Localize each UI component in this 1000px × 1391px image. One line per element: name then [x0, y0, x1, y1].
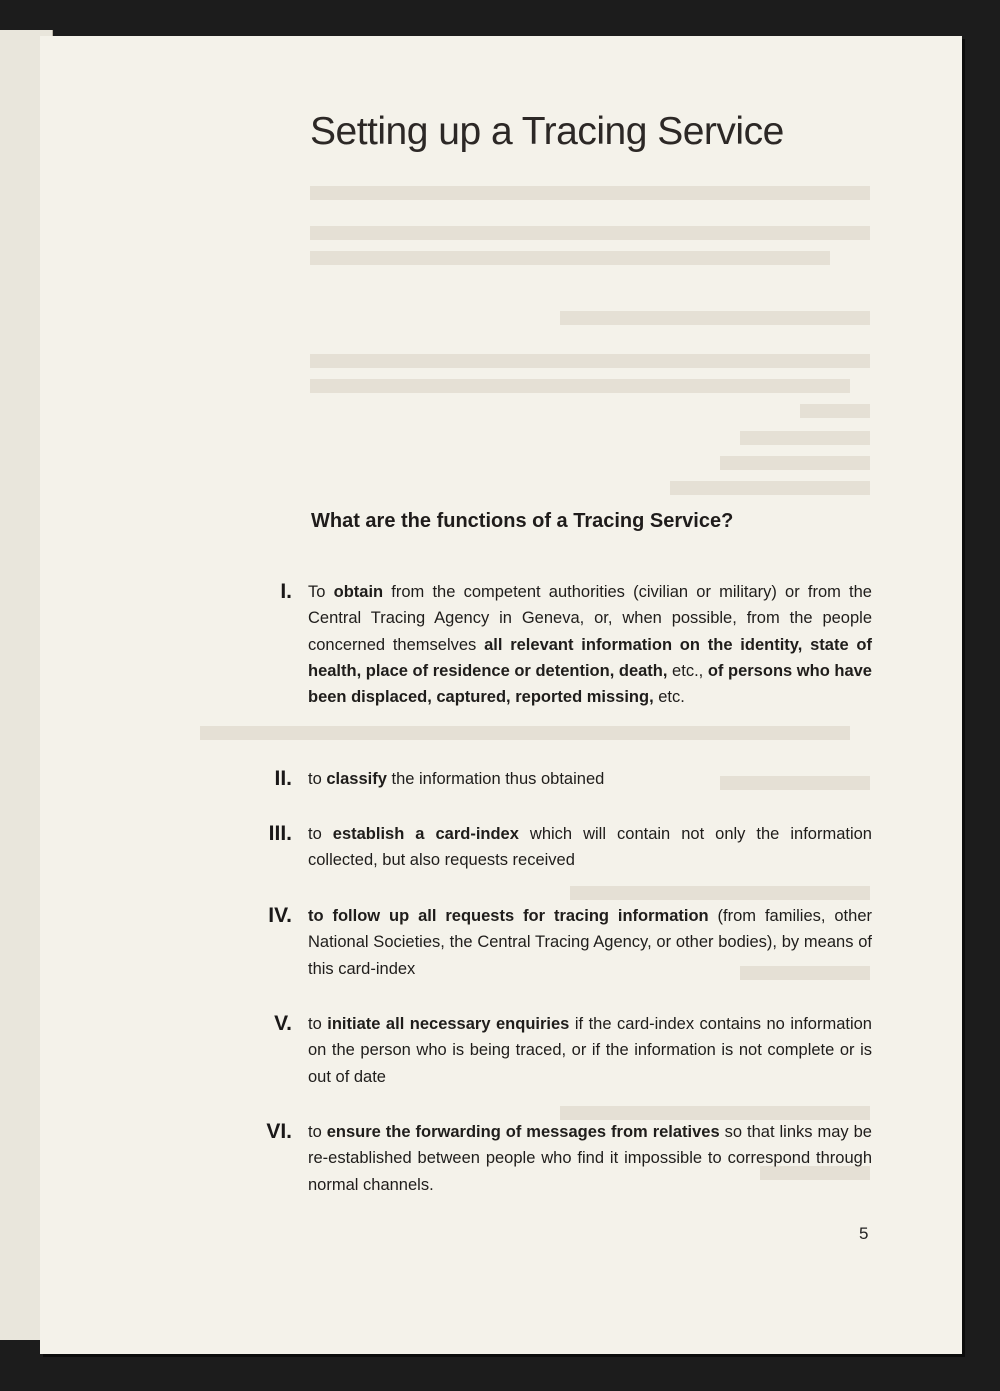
- body-text: the information thus obtained: [386, 770, 605, 788]
- page-title: Setting up a Tracing Service: [310, 110, 784, 153]
- item-numeral: I.: [280, 580, 292, 603]
- item-numeral: VI.: [266, 1120, 292, 1143]
- emphasis-text: initiate all necessary enquiries: [327, 1015, 570, 1033]
- item-numeral: II.: [274, 767, 292, 790]
- body-text: to: [308, 825, 333, 843]
- page-number: 5: [859, 1224, 869, 1243]
- section-heading: What are the functions of a Tracing Service?: [311, 510, 734, 532]
- item-text: [308, 579, 872, 710]
- body-text: to: [308, 770, 327, 788]
- item-numeral: III.: [268, 822, 292, 845]
- item-text: [308, 1119, 872, 1198]
- item-text: [308, 821, 872, 874]
- item-text: [308, 1011, 872, 1090]
- item-text: [308, 766, 872, 792]
- emphasis-text: establish a card-index: [332, 825, 519, 843]
- item-numeral: IV.: [268, 904, 292, 927]
- body-text: so that links may be re-established between people who find it impossible to correspond through normal channels.: [308, 1123, 872, 1194]
- body-text: to: [308, 1123, 327, 1141]
- emphasis-text: ensure the forwarding of messages from relatives: [326, 1123, 720, 1141]
- body-text: from the competent authorities (civilian or military) or from the Central Tracing Agency in Geneva, or, when possible, from the people concerned themselves: [308, 583, 872, 654]
- emphasis-text: all relevant information on the identity, state of health, place of residence or detention, death,: [308, 635, 872, 680]
- body-text: if the card-index contains no information on the person who is being traced, or if the information is not complete or is out of date: [308, 1015, 872, 1086]
- emphasis-text: to follow up all requests for tracing information: [308, 907, 709, 925]
- emphasis-text: classify: [326, 770, 387, 788]
- body-text: To: [308, 583, 334, 601]
- body-text: to: [308, 1015, 328, 1033]
- body-text: (from families, other National Societies, the Central Tracing Agency, or other bodies), by means of this card-index: [308, 907, 872, 978]
- item-text: [308, 903, 872, 982]
- emphasis-text: obtain: [333, 583, 384, 601]
- body-text: which will contain not only the information collected, but also requests received: [308, 825, 872, 870]
- body-text: etc.: [653, 688, 685, 707]
- item-numeral: V.: [274, 1012, 292, 1035]
- body-text: etc.,: [667, 661, 708, 680]
- emphasis-text: of persons who have been displaced, captured, reported missing,: [308, 661, 872, 707]
- document-page: [40, 36, 962, 1354]
